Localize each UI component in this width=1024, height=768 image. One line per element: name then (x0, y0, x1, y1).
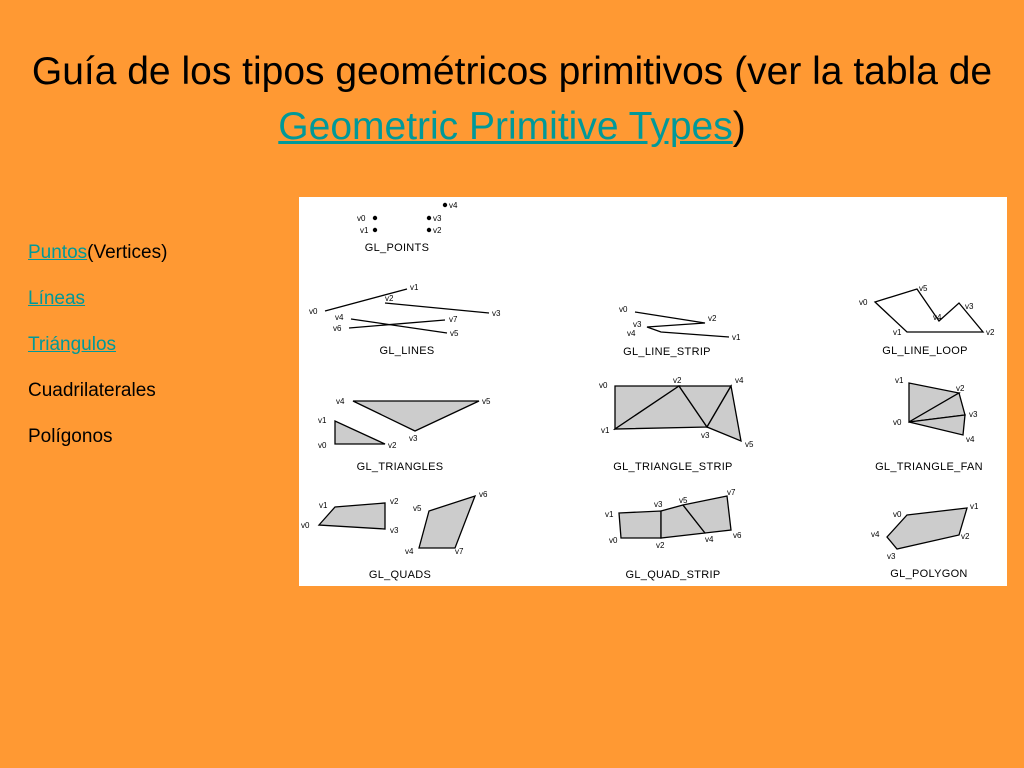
label-v1: v1 (605, 510, 614, 519)
triangle-v3-v4-v5 (353, 401, 479, 431)
label-v2: v2 (673, 376, 682, 385)
label-v0: v0 (609, 536, 618, 545)
caption-gl-quad-strip: GL_QUAD_STRIP (625, 569, 721, 581)
caption-gl-triangle-fan: GL_TRIANGLE_FAN (875, 461, 983, 473)
point-v2 (427, 228, 431, 232)
label-v7: v7 (455, 547, 464, 556)
point-v0 (373, 216, 377, 220)
gl-lines-panel (309, 283, 501, 357)
caption-gl-line-strip: GL_LINE_STRIP (623, 346, 711, 358)
label-v0: v0 (859, 298, 868, 307)
caption-gl-lines: GL_LINES (379, 345, 435, 357)
label-v6: v6 (333, 324, 342, 333)
list-item-lineas (28, 284, 167, 330)
point-v1 (373, 228, 377, 232)
label-v0: v0 (893, 418, 902, 427)
caption-gl-quads: GL_QUADS (368, 569, 432, 581)
gl-line-loop-panel (859, 284, 995, 357)
label-v0: v0 (893, 510, 902, 519)
cuadrilaterales-text: Cuadrilaterales (28, 380, 156, 401)
label-v5: v5 (919, 284, 928, 293)
topic-list (28, 238, 167, 468)
triangle-v0-v1-v2 (335, 421, 385, 444)
label-v0: v0 (599, 381, 608, 390)
label-v4: v4 (336, 397, 345, 406)
label-v5: v5 (482, 397, 491, 406)
label-v2: v2 (433, 226, 442, 235)
label-v2: v2 (961, 532, 970, 541)
puntos-suffix: (Vertices) (87, 242, 168, 263)
point-v3 (427, 216, 431, 220)
list-item-puntos (28, 238, 167, 284)
label-v2: v2 (986, 328, 995, 337)
label-v6: v6 (733, 531, 742, 540)
gl-triangles-panel (318, 397, 491, 473)
gl-quad-strip-panel (605, 488, 742, 581)
gl-triangle-fan-panel (875, 376, 983, 473)
caption-gl-line-loop: GL_LINE_LOOP (882, 345, 968, 357)
label-v3: v3 (654, 500, 663, 509)
caption-gl-triangle-strip: GL_TRIANGLE_STRIP (613, 461, 733, 473)
label-v0: v0 (318, 441, 327, 450)
gl-quads-panel (301, 490, 488, 581)
caption-gl-triangles: GL_TRIANGLES (356, 461, 444, 473)
label-v0: v0 (309, 307, 318, 316)
line-v2-v3 (385, 303, 489, 313)
list-item-cuadrilaterales (28, 376, 167, 422)
puntos-link[interactable]: Puntos (28, 242, 88, 263)
label-v4: v4 (871, 530, 880, 539)
label-v2: v2 (385, 294, 394, 303)
label-v1: v1 (601, 426, 610, 435)
label-v4: v4 (966, 435, 975, 444)
label-v3: v3 (433, 214, 442, 223)
label-v7: v7 (449, 315, 458, 324)
label-v1: v1 (732, 333, 741, 342)
label-v1: v1 (893, 328, 902, 337)
label-v5: v5 (413, 504, 422, 513)
label-v1: v1 (319, 501, 328, 510)
label-v0: v0 (301, 521, 310, 530)
primitive-types-diagram (299, 197, 1007, 586)
primitive-types-svg (299, 197, 1007, 586)
label-v3: v3 (492, 309, 501, 318)
label-v3: v3 (965, 302, 974, 311)
triangulos-link[interactable]: Triángulos (28, 334, 117, 355)
label-v0: v0 (357, 214, 366, 223)
label-v2: v2 (708, 314, 717, 323)
line-v0-v1 (325, 289, 407, 311)
caption-gl-points: GL_POINTS (364, 242, 430, 254)
label-v4: v4 (627, 329, 636, 338)
label-v4: v4 (405, 547, 414, 556)
list-item-poligonos (28, 422, 167, 468)
label-v6: v6 (479, 490, 488, 499)
label-v4: v4 (933, 313, 942, 322)
label-v5: v5 (745, 440, 754, 449)
label-v4: v4 (449, 201, 458, 210)
label-v3: v3 (633, 320, 642, 329)
label-v4: v4 (735, 376, 744, 385)
geometric-primitive-types-link[interactable]: Geometric Primitive Types (278, 105, 733, 148)
quad-v0-v3 (319, 503, 385, 529)
label-v3: v3 (409, 434, 418, 443)
page-title (30, 44, 994, 154)
label-v4: v4 (335, 313, 344, 322)
label-v2: v2 (390, 497, 399, 506)
quad-strip-1 (619, 511, 661, 538)
title-suffix: ) (732, 105, 746, 148)
label-v4: v4 (705, 535, 714, 544)
label-v2: v2 (656, 541, 665, 550)
quad-v4-v7 (419, 496, 475, 548)
label-v1: v1 (970, 502, 979, 511)
label-v3: v3 (887, 552, 896, 561)
label-v2: v2 (388, 441, 397, 450)
label-v3: v3 (701, 431, 710, 440)
gl-line-strip-panel (619, 305, 741, 358)
label-v2: v2 (956, 384, 965, 393)
label-v3: v3 (969, 410, 978, 419)
label-v7: v7 (727, 488, 736, 497)
label-v5: v5 (450, 329, 459, 338)
label-v1: v1 (360, 226, 369, 235)
list-item-triangulos (28, 330, 167, 376)
point-v4 (443, 203, 447, 207)
gl-triangle-strip-panel (599, 376, 754, 473)
lineas-link[interactable]: Líneas (28, 288, 86, 309)
gl-points-panel (357, 201, 458, 254)
label-v1: v1 (318, 416, 327, 425)
label-v3: v3 (390, 526, 399, 535)
label-v5: v5 (679, 496, 688, 505)
label-v1: v1 (895, 376, 904, 385)
caption-gl-polygon: GL_POLYGON (890, 568, 968, 580)
label-v0: v0 (619, 305, 628, 314)
gl-polygon-panel (871, 502, 979, 580)
label-v1: v1 (410, 283, 419, 292)
poligonos-text: Polígonos (28, 426, 113, 447)
title-text: Guía de los tipos geométricos primitivos (ver la tabla de (31, 50, 993, 93)
